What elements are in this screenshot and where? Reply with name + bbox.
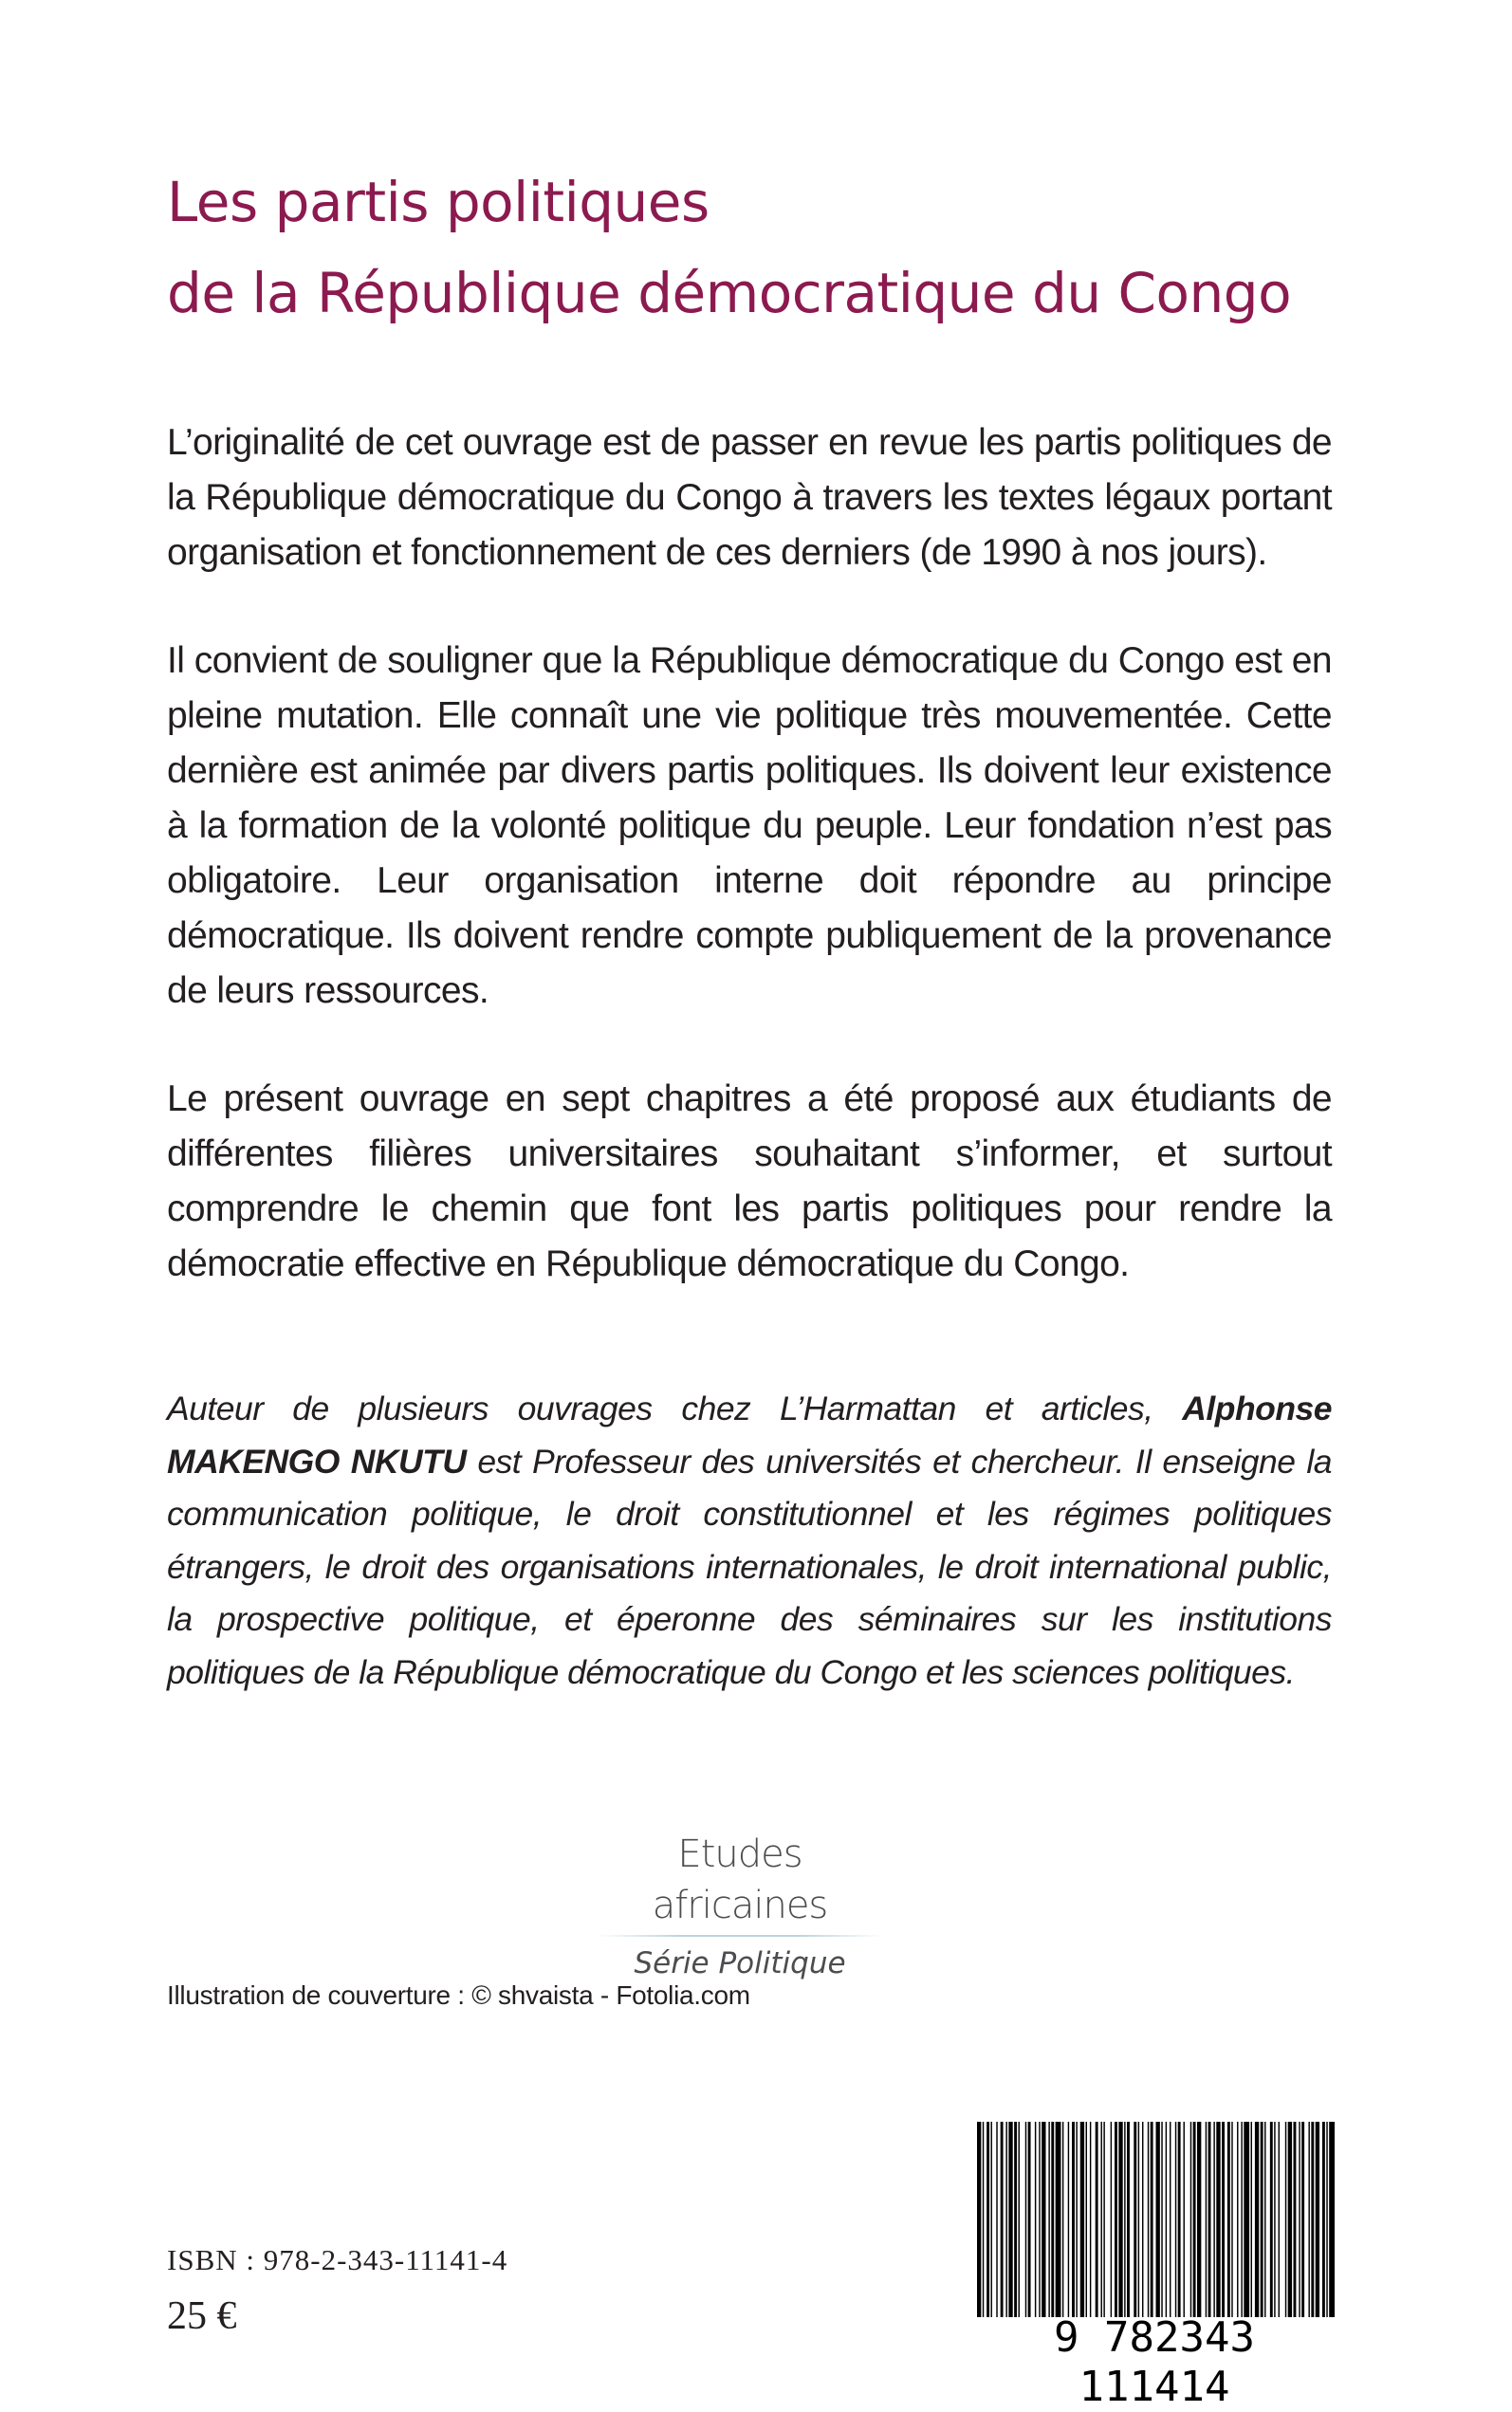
barcode-bar: [1080, 2122, 1084, 2317]
barcode-bar: [1244, 2122, 1249, 2317]
barcode-bar: [1076, 2122, 1077, 2317]
barcode-bar: [1274, 2122, 1275, 2317]
barcode-bar: [1048, 2122, 1049, 2317]
barcode-bar: [1301, 2122, 1304, 2317]
barcode-bars: [969, 2122, 1339, 2317]
barcode-bar: [1264, 2122, 1265, 2317]
series-divider: [596, 1935, 884, 1937]
barcode-bar: [1028, 2122, 1031, 2317]
price: 25 €: [167, 2294, 237, 2338]
barcode-bar: [1184, 2122, 1185, 2317]
barcode-bar: [1166, 2122, 1167, 2317]
author-name: Alphonse MAKENGO NKUTU: [167, 1390, 1332, 1481]
author-bio-details: est Professeur des universités et chercheur. Il enseigne la communication politique, le droit constitutionnel et les régimes politiques étrangers, le droit des organisations internationales, le droit international public, la prospective politique, et éperonne des séminaires sur les institutions politiques de la République démocratique du Congo et les sciences politiques.: [167, 1442, 1332, 1691]
series-logo: [588, 1829, 892, 1984]
barcode-bar: [1156, 2122, 1160, 2317]
barcode-bar: [1115, 2122, 1117, 2317]
barcode-bar: [1161, 2122, 1162, 2317]
barcode-bar: [1190, 2122, 1191, 2317]
barcode-bar: [1127, 2122, 1130, 2317]
barcode-bar: [1237, 2122, 1238, 2317]
author-bio-intro: Auteur de plusieurs ouvrages chez L’Harmattan et articles,: [167, 1390, 1183, 1427]
barcode-bar: [1299, 2122, 1300, 2317]
barcode-bar: [1062, 2122, 1063, 2317]
book-title: [167, 157, 1291, 339]
barcode-bar: [1326, 2122, 1327, 2317]
barcode-bar: [1056, 2122, 1061, 2317]
author-bio: [167, 1383, 1332, 1699]
barcode-bar: [1101, 2122, 1102, 2317]
barcode-bar: [996, 2122, 997, 2317]
barcode-bar: [1051, 2122, 1054, 2317]
barcode-bar: [1193, 2122, 1196, 2317]
barcode-bar: [1025, 2122, 1026, 2317]
barcode-bar: [1216, 2122, 1220, 2317]
barcode-bar: [1251, 2122, 1252, 2317]
barcode-bar: [1311, 2122, 1314, 2317]
barcode-bar: [1148, 2122, 1149, 2317]
barcode-bar: [1213, 2122, 1214, 2317]
barcode-bar: [1294, 2122, 1297, 2317]
barcode-bar: [986, 2122, 989, 2317]
barcode-bar: [1270, 2122, 1273, 2317]
barcode-bar: [1206, 2122, 1207, 2317]
barcode-bar: [1178, 2122, 1181, 2317]
barcode-bar: [991, 2122, 992, 2317]
barcode-bar: [1231, 2122, 1232, 2317]
cover-illustration-credit: Illustration de couverture : © shvaista - Fotolia.com: [167, 1980, 750, 2010]
barcode-bar: [1308, 2122, 1309, 2317]
blurb-paragraph-2: Il convient de souligner que la République démocratique du Congo est en pleine mutation. Elle connaît une vie politique très mouvementée. Cette dernière est animée par divers partis politiques. Ils doivent leur existence à la formation de la volonté politique du peuple. Leur fondation n’est pas obligatoire. Leur organisation interne doit répondre au principe démocratique. Ils doivent rendre compte publiquement de la provenance de leurs ressources.: [167, 640, 1332, 1011]
barcode-bar: [1138, 2122, 1139, 2317]
barcode-bar: [1014, 2122, 1017, 2317]
barcode-bar: [1001, 2122, 1004, 2317]
series-name: Etudes africaines: [652, 1832, 828, 1927]
barcode-bar: [1227, 2122, 1230, 2317]
barcode-bar: [1039, 2122, 1040, 2317]
barcode-bar: [1042, 2122, 1045, 2317]
barcode-bar: [1134, 2122, 1136, 2317]
barcode-digits: 9 782343 111414: [1054, 2313, 1255, 2411]
barcode-bar: [1175, 2122, 1176, 2317]
barcode-bar: [1086, 2122, 1087, 2317]
barcode-bar: [1072, 2122, 1075, 2317]
barcode-bar: [1222, 2122, 1225, 2317]
book-title-line-1: Les partis politiques: [167, 170, 710, 234]
barcode-bar: [1241, 2122, 1242, 2317]
barcode: [969, 2122, 1339, 2411]
barcode-bar: [1288, 2122, 1292, 2317]
barcode-bar: [1197, 2122, 1201, 2317]
series-subtitle: Série Politique: [634, 1946, 846, 1980]
barcode-bar: [1151, 2122, 1153, 2317]
barcode-bar: [1124, 2122, 1125, 2317]
barcode-bar: [1329, 2122, 1335, 2317]
barcode-bar: [1255, 2122, 1259, 2317]
barcode-bar: [1068, 2122, 1069, 2317]
barcode-bar: [1019, 2122, 1020, 2317]
blurb-paragraph-1: L’originalité de cet ouvrage est de passer en revue les partis politiques de la République démocratique du Congo à travers les textes légaux portant organisation et fonctionnement de ces derniers (de 1990 à nos jours).: [167, 422, 1332, 573]
barcode-bar: [1008, 2122, 1012, 2317]
barcode-bar: [1111, 2122, 1112, 2317]
barcode-bar: [1208, 2122, 1211, 2317]
barcode-bar: [1322, 2122, 1325, 2317]
barcode-bar: [983, 2122, 984, 2317]
barcode-bar: [1316, 2122, 1319, 2317]
barcode-bar: [1090, 2122, 1091, 2317]
barcode-bar: [1285, 2122, 1286, 2317]
barcode-bar: [1279, 2122, 1280, 2317]
isbn: ISBN : 978-2-343-11141-4: [167, 2243, 508, 2276]
barcode-bar: [1096, 2122, 1098, 2317]
barcode-bar: [1261, 2122, 1263, 2317]
barcode-bar: [1035, 2122, 1036, 2317]
barcode-bar: [1170, 2122, 1171, 2317]
barcode-bar: [1118, 2122, 1122, 2317]
barcode-bar: [1142, 2122, 1143, 2317]
book-title-line-2: de la République démocratique du Congo: [167, 261, 1292, 325]
barcode-bar: [1103, 2122, 1104, 2317]
barcode-bar: [977, 2122, 981, 2317]
barcode-bar: [1005, 2122, 1006, 2317]
blurb-paragraph-3: Le présent ouvrage en sept chapitres a été proposé aux étudiants de différentes filières universitaires souhaitant s’informer, et surtout comprendre le chemin que font les partis politiques pour rendre la démocratie effective en République démocratique du Congo.: [167, 1078, 1332, 1284]
